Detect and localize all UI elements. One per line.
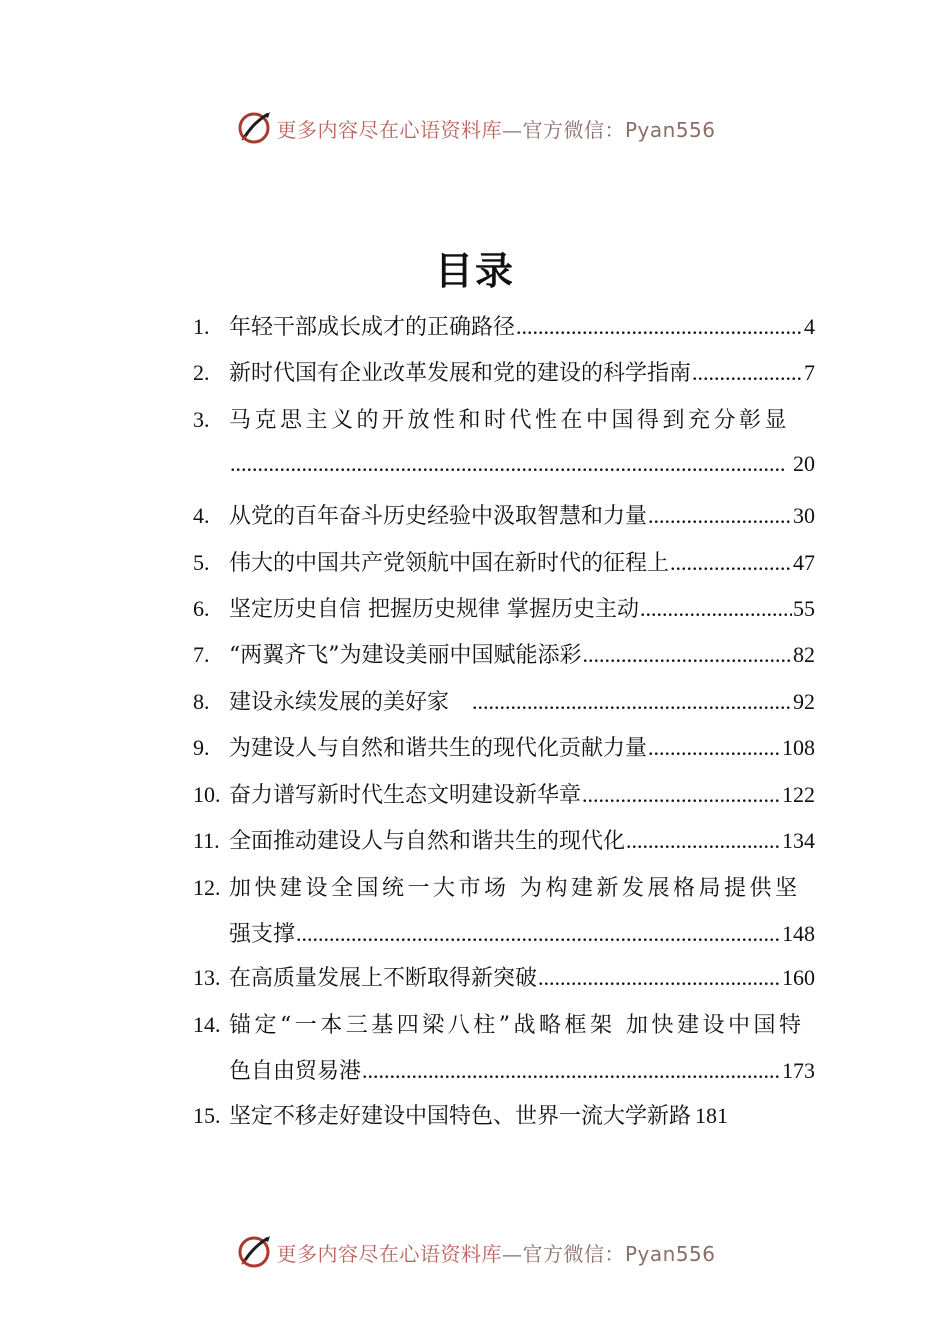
toc-item-13[interactable]	[193, 961, 815, 1008]
banner-wechat-id: Pyan556	[624, 1241, 716, 1266]
banner-wechat-id: Pyan556	[624, 117, 716, 142]
toc-title: 奋力谱写新时代生态文明建设新华章	[229, 783, 582, 808]
toc-title: 加快建设全国统一大市场 为构建新发展格局提供坚	[229, 876, 801, 901]
toc-title: 坚定不移走好建设中国特色、世界一流大学新路	[229, 1104, 692, 1129]
toc-item-5[interactable]	[193, 546, 815, 592]
toc-item-15[interactable]	[193, 1099, 815, 1146]
banner-text	[276, 114, 715, 143]
toc-leader-dots	[472, 689, 792, 715]
toc-page-number: 47	[793, 550, 815, 575]
toc-title-continued: 强支撑	[229, 922, 296, 947]
toc-title: 坚定历史自信 把握历史规律 掌握历史主动	[229, 597, 639, 622]
toc-item-10[interactable]	[193, 778, 815, 824]
toc-title: 新时代国有企业改革发展和党的建设的科学指南	[229, 361, 692, 386]
toc-item-3[interactable]	[193, 403, 815, 499]
toc-title: “两翼齐飞”为建设美丽中国赋能添彩	[229, 643, 582, 668]
toc-number: 13.	[193, 965, 221, 990]
banner-main-text: 更多内容尽在心语资料库	[276, 117, 502, 142]
toc-number: 14.	[193, 1012, 221, 1037]
toc-item-14[interactable]	[193, 1008, 815, 1099]
toc-title: 全面推动建设人与自然和谐共生的现代化	[229, 829, 626, 854]
toc-title: 伟大的中国共产党领航中国在新时代的征程上	[229, 551, 670, 576]
toc-title-continued: 色自由贸易港	[229, 1059, 362, 1084]
toc-item-8[interactable]	[193, 685, 815, 731]
toc-number: 4.	[193, 503, 210, 528]
toc-leader-dots	[640, 596, 792, 622]
toc-leader-dots	[516, 314, 803, 340]
toc-page-number: 122	[782, 782, 815, 807]
toc-number: 7.	[193, 642, 210, 667]
toc-number: 9.	[193, 735, 210, 760]
toc-item-4[interactable]	[193, 499, 815, 546]
toc-item-1[interactable]	[193, 310, 815, 356]
toc-title: 马克思主义的开放性和时代性在中国得到充分彰显	[229, 408, 791, 433]
toc-number: 2.	[193, 360, 210, 385]
toc-leader-dots	[583, 642, 793, 668]
toc-leader-dots	[626, 828, 781, 854]
toc-page-number: 92	[793, 689, 815, 714]
banner-dash: —	[501, 117, 523, 142]
toc-leader-dots	[648, 503, 792, 529]
toc-page-number: 160	[782, 965, 815, 990]
toc-leader-dots	[296, 921, 781, 947]
banner-wechat-label: 官方微信：	[522, 1241, 625, 1266]
footer-banner	[0, 1230, 950, 1274]
toc-page-number: 148	[782, 921, 815, 946]
page-title: 目录	[434, 248, 515, 293]
toc-page-number: 108	[782, 735, 815, 760]
header-banner	[0, 106, 950, 150]
toc-leader-dots	[670, 550, 792, 576]
toc-number: 12.	[193, 875, 221, 900]
toc-number: 5.	[193, 550, 210, 575]
toc-item-11[interactable]	[193, 824, 815, 871]
toc-number: 6.	[193, 596, 210, 621]
toc-page-number: 20	[793, 451, 815, 476]
toc-leader-dots	[582, 782, 781, 808]
toc-number: 8.	[193, 689, 210, 714]
toc-page-number: 55	[793, 596, 815, 621]
toc-leader-dots	[692, 360, 803, 386]
toc-item-9[interactable]	[193, 731, 815, 778]
toc-page-number: 82	[793, 642, 815, 667]
toc-leader-dots	[538, 965, 781, 991]
banner-wechat-label: 官方微信：	[522, 117, 625, 142]
banner-main-text: 更多内容尽在心语资料库	[276, 1241, 502, 1266]
toc-title: 从党的百年奋斗历史经验中汲取智慧和力量	[229, 504, 648, 529]
toc-title: 在高质量发展上不断取得新突破	[229, 966, 538, 991]
toc-item-12[interactable]	[193, 871, 815, 961]
fountain-pen-logo-icon	[234, 1232, 274, 1272]
banner-text	[276, 1238, 715, 1267]
table-of-contents	[193, 310, 815, 1146]
toc-title: 为建设人与自然和谐共生的现代化贡献力量	[229, 736, 648, 761]
toc-number: 1.	[193, 314, 210, 339]
toc-page-number: 4	[804, 314, 815, 339]
toc-number: 10.	[193, 782, 221, 807]
toc-item-7[interactable]	[193, 638, 815, 685]
toc-page-number: 30	[793, 503, 815, 528]
toc-number: 3.	[193, 407, 210, 432]
toc-page-number: 173	[782, 1058, 815, 1083]
toc-title: 锚定“一本三基四梁八柱”战略框架 加快建设中国特	[229, 1013, 805, 1038]
toc-item-6[interactable]	[193, 592, 815, 638]
toc-page-number: 181	[695, 1103, 729, 1128]
fountain-pen-logo-icon	[234, 108, 274, 148]
toc-page-number: 7	[804, 360, 815, 385]
toc-title: 年轻干部成长成才的正确路径	[229, 315, 516, 340]
toc-number: 15.	[193, 1103, 221, 1128]
toc-title: 建设永续发展的美好家	[229, 690, 450, 715]
toc-leader-dots	[230, 451, 786, 477]
toc-leader-dots	[648, 735, 781, 761]
toc-number: 11.	[193, 828, 220, 853]
banner-dash: —	[501, 1241, 523, 1266]
toc-page-number: 134	[782, 828, 815, 853]
toc-leader-dots	[362, 1058, 781, 1084]
toc-item-2[interactable]	[193, 356, 815, 403]
